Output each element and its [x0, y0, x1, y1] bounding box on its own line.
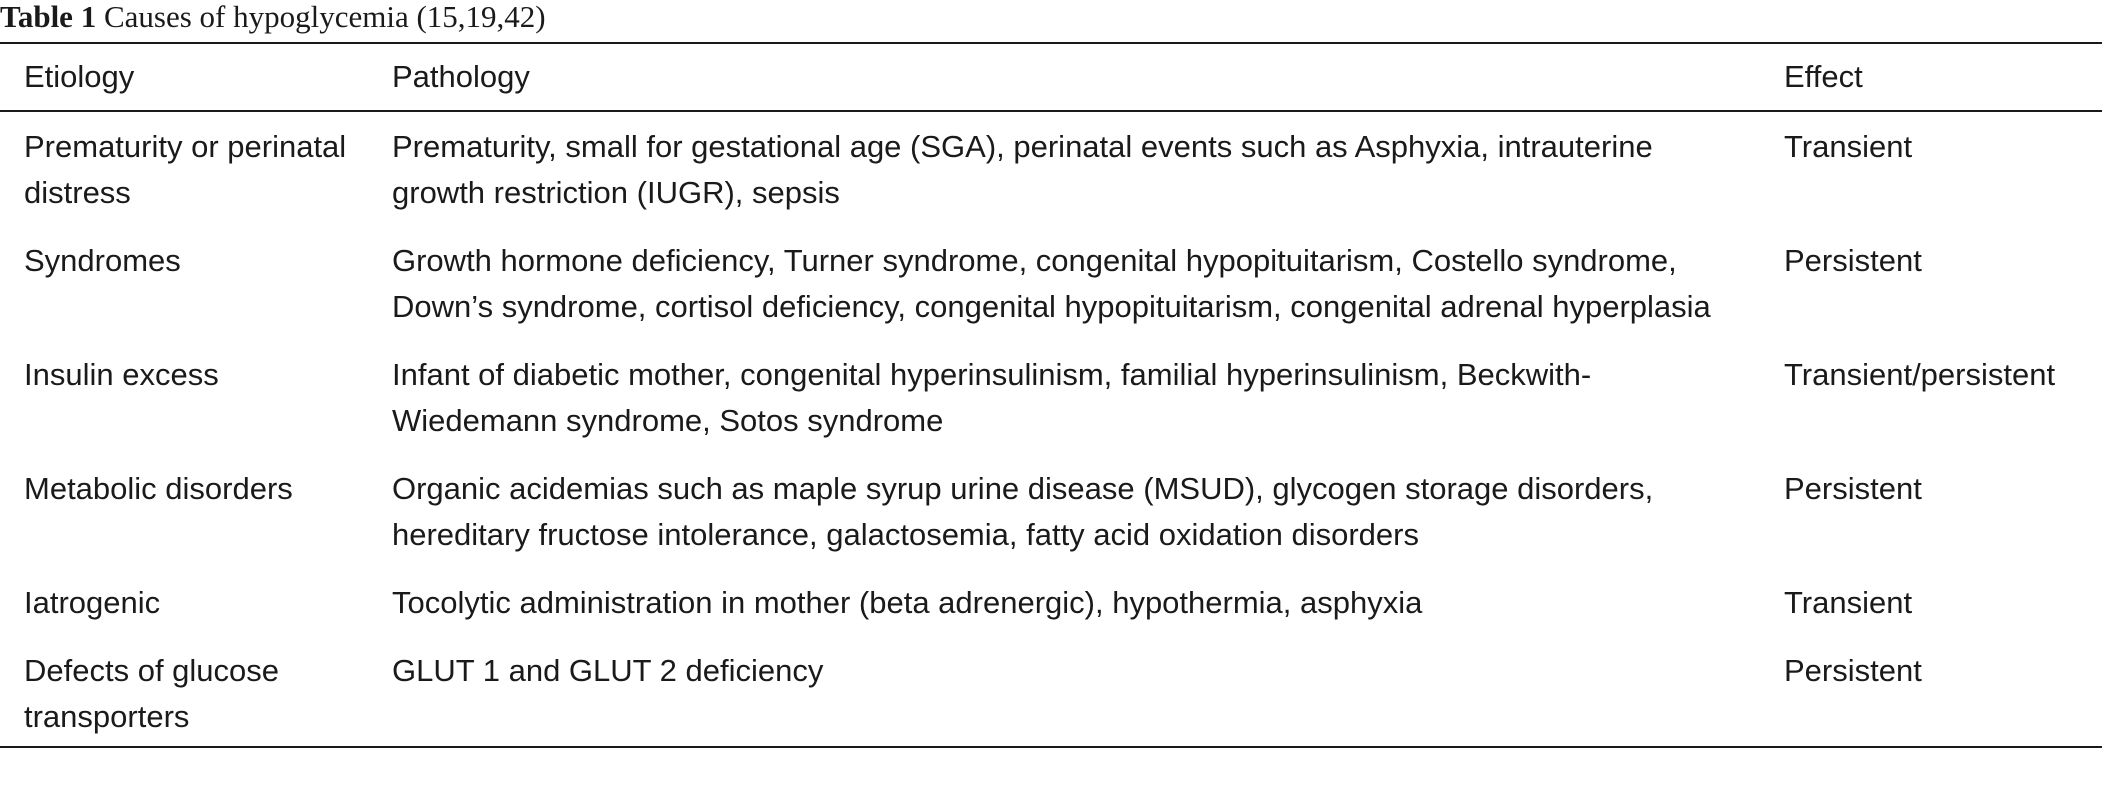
table-header — [0, 43, 2102, 111]
cell-effect: Persistent — [1784, 471, 1922, 506]
table-row — [0, 648, 2102, 747]
table-row — [0, 352, 2102, 466]
cell-effect: Persistent — [1784, 243, 1922, 278]
table-caption-text: Causes of hypoglycemia (15,19,42) — [103, 0, 546, 34]
table-body — [0, 111, 2102, 747]
cell-effect: Transient — [1784, 585, 1913, 620]
table-row — [0, 238, 2102, 352]
cell-etiology: Prematurity or perinatal distress — [24, 129, 347, 210]
header-etiology: Etiology — [24, 59, 135, 94]
table-row — [0, 466, 2102, 580]
cell-etiology: Syndromes — [24, 243, 181, 278]
cell-pathology: GLUT 1 and GLUT 2 deficiency — [392, 653, 824, 688]
cell-etiology: Defects of glucose transporters — [24, 653, 280, 734]
cell-pathology: Tocolytic administration in mother (beta adrenergic), hypothermia, asphyxia — [392, 585, 1423, 620]
cell-effect: Transient — [1784, 129, 1913, 164]
header-pathology: Pathology — [392, 59, 530, 94]
cell-effect: Persistent — [1784, 653, 1922, 688]
causes-table — [0, 42, 2102, 748]
cell-etiology: Iatrogenic — [24, 585, 161, 620]
cell-etiology: Metabolic disorders — [24, 471, 293, 506]
table-caption-label: Table 1 — [0, 0, 97, 34]
cell-pathology: Prematurity, small for gestational age (SGA), perinatal events such as Asphyxia, intrauterine growth restriction (IUGR), sepsis — [392, 129, 1653, 210]
table-caption — [0, 0, 546, 42]
cell-pathology: Infant of diabetic mother, congenital hyperinsulinism, familial hyperinsulinism, Beckwith-Wiedemann syndrome, Sotos syndrome — [392, 357, 1592, 438]
table-row — [0, 580, 2102, 648]
header-effect: Effect — [1784, 59, 1863, 94]
cell-pathology: Growth hormone deficiency, Turner syndrome, congenital hypopituitarism, Costello syndrome, Down’s syndrome, cortisol deficiency, congenital hypopituitarism, congenital adrenal hyperplasia — [392, 243, 1711, 324]
cell-etiology: Insulin excess — [24, 357, 219, 392]
header-row — [0, 43, 2102, 111]
cell-effect: Transient/persistent — [1784, 357, 2056, 392]
cell-pathology: Organic acidemias such as maple syrup urine disease (MSUD), glycogen storage disorders, hereditary fructose intolerance, galactosemia, fatty acid oxidation disorders — [392, 471, 1654, 552]
table-row — [0, 111, 2102, 238]
